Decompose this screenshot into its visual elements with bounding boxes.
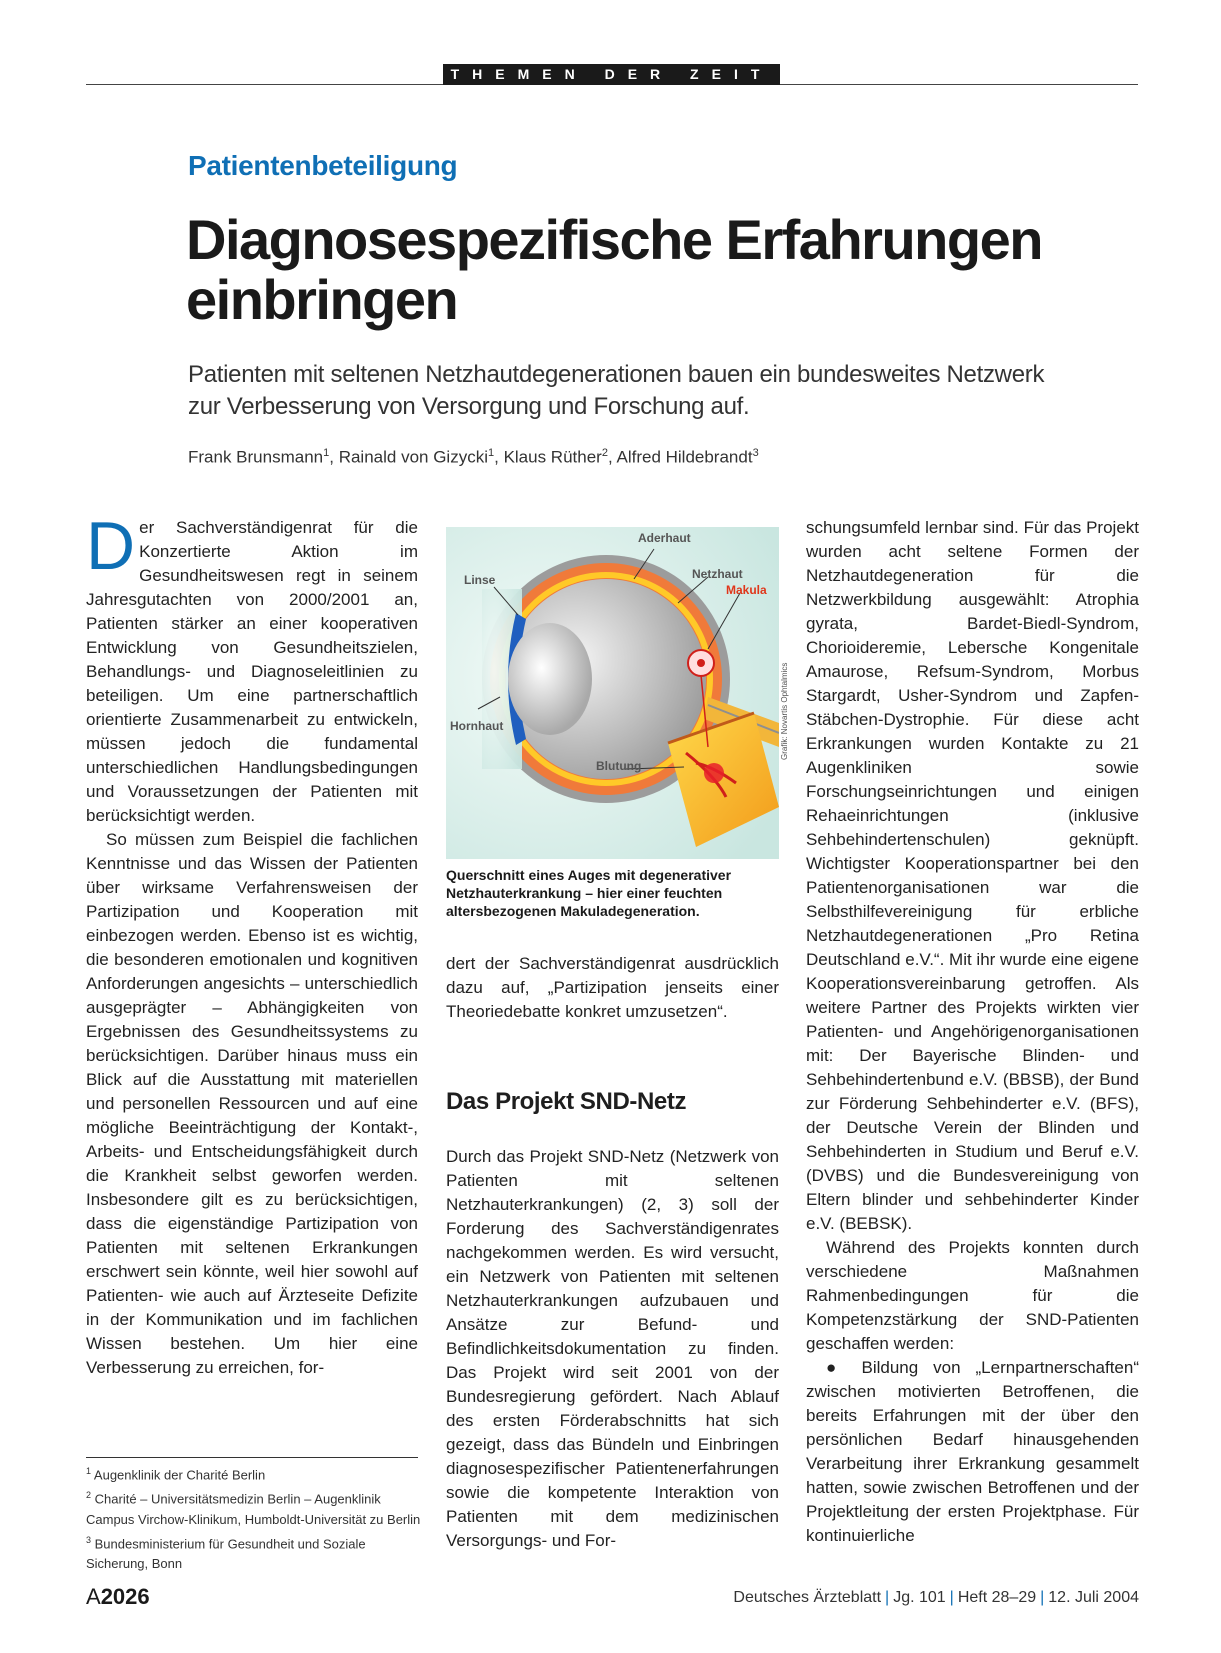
section-rubric: THEMEN DER ZEIT — [443, 64, 780, 85]
paragraph-text: Bildung von „Lernpartnerschaften“ zwischen motivierten Betroffenen, die bereits Erfahrungen mit der über den persönlichen Bedarf hinausgehenden Verarbeitung ihrer Erkrankung gesammelt hatten, sowie zwischen Betroffenen und der Projektleitung der ersten Projektphase. Für kontinuierliche — [806, 1358, 1139, 1545]
footnote-ref: 3 — [86, 1534, 92, 1545]
label-hornhaut: Hornhaut — [450, 719, 504, 733]
footnote-text: Bundesministerium für Gesundheit und Soziale Sicherung, Bonn — [86, 1535, 366, 1571]
page-number — [86, 1584, 150, 1610]
label-aderhaut: Aderhaut — [638, 531, 691, 545]
bullet-icon: ● — [826, 1358, 847, 1377]
journal-volume: Jg. 101 — [893, 1589, 946, 1606]
article-kicker: Patientenbeteiligung — [188, 150, 458, 181]
footnote — [86, 1485, 421, 1529]
body-column-3 — [806, 516, 1139, 1548]
footnote-rule — [86, 1457, 418, 1458]
journal-name: Deutsches Ärzteblatt — [733, 1589, 882, 1606]
body-paragraph: Durch das Projekt SND-Netz (Netzwerk von Patienten mit seltenen Netzhauterkrankungen) (2, 3) soll der Forderung des Sachverständigenrates nachgekommen werden. Es wird versucht, ein Netzwerk von Patienten mit seltenen Netzhauterkrankungen aufzubauen und Ansätze zur Befund- und Befindlichkeitsdokumentation zu finden. Das Projekt wird seit 2001 von der Bundesregierung gefördert. Nach Ablauf des ersten Förderabschnitts hat sich gezeigt, dass das Bündeln und Einbringen diagnosespezifischer Patientenerfahrungen sowie die kompetente Interaktion von Patienten mit dem medizinischen Versorgungs- und For- — [446, 1147, 779, 1550]
paragraph-text: er Sachverständigenrat für die Konzertierte Aktion im Gesundheitswesen regt in seinem Jahresgutachten von 2000/2001 an, Patienten stärker an einer kooperativen Entwicklung von Gesundheitszielen, Behandlungs- und Diagnoseleitlinien zu beteiligen. Um eine partnerschaftlich orientierte Zusammenarbeit zu entwickeln, müssen jedoch die fundamental unterschiedlichen Handlungsbedingungen und Voraussetzungen der Patienten mit berücksichtigt werden. — [86, 518, 418, 825]
footnote — [86, 1461, 421, 1485]
figure-caption: Querschnitt eines Auges mit degenerativer Netzhauterkrankung – hier einer feuchten altersbezogenen Makuladegeneration. — [446, 867, 732, 919]
author-name: Rainald von Gizycki — [338, 447, 488, 467]
article-subtitle: Patienten mit seltenen Netzhautdegenerationen bauen ein bundesweites Netzwerk zur Verbesserung von Versorgung und Forschung auf. — [188, 361, 1045, 420]
label-makula: Makula — [726, 583, 767, 597]
footnote-ref: 2 — [86, 1490, 92, 1501]
footnote-text: Augenklinik der Charité Berlin — [93, 1467, 266, 1483]
separator: | — [949, 1589, 954, 1606]
footnote-text: Charité – Universitätsmedizin Berlin – Augenklinik Campus Virchow-Klinikum, Humboldt-Universität zu Berlin — [86, 1491, 421, 1527]
author-name: Frank Brunsmann — [188, 447, 324, 467]
journal-date: 12. Juli 2004 — [1048, 1589, 1139, 1606]
footnote-ref: 1 — [86, 1466, 92, 1476]
author-name: Klaus Rüther — [503, 447, 602, 467]
author-ref: 1 — [487, 447, 495, 459]
journal-info — [733, 1589, 1139, 1607]
eye-cross-section-figure — [446, 527, 779, 859]
separator: | — [1040, 1589, 1045, 1606]
body-column-2-bottom — [446, 1145, 779, 1553]
label-linse: Linse — [464, 573, 496, 587]
figure-credit: Grafik: Novartis Ophtalmics — [780, 662, 789, 760]
label-blutung: Blutung — [596, 759, 642, 773]
body-paragraph: dert der Sachverständigenrat ausdrücklich dazu auf, „Partizipation jenseits einer Theoriedebatte konkret umzusetzen“. — [446, 954, 779, 1021]
body-paragraph: So müssen zum Beispiel die fachlichen Kenntnisse und das Wissen der Patienten über wirksame Verfahrensweisen der Partizipation und Kooperation mit einbezogen werden. Ebenso ist es wichtig, die besonderen emotionalen und kognitiven Anforderungen angesichts – unterschiedlich ausgeprägter – Abhängigkeiten von Ergebnissen des Gesundheitssystems zu berücksichtigen. Darüber hinaus muss ein Blick auf die Ausstattung mit materiellen und personellen Ressourcen und auf eine mögliche Beeinträchtigung der Kontakt-, Arbeits- und Entscheidungsfähigkeit durch die Krankheit selbst geworfen werden. Insbesondere gilt es zu berücksichtigen, dass die eigenständige Partizipation von Patienten mit seltenen Erkrankungen erschwert sein könnte, weil hier sowohl auf Patienten- wie auch auf Ärzteseite Defizite in der Kommunikation und im fachlichen Wissen bestehen. Um hier eine Verbesserung zu erreichen, for- — [86, 830, 418, 1377]
bullet-paragraph — [806, 1356, 1139, 1548]
separator: | — [885, 1589, 890, 1606]
journal-issue: Heft 28–29 — [957, 1589, 1037, 1606]
section-heading: Das Projekt SND-Netz — [446, 1088, 687, 1115]
page-prefix: A — [86, 1584, 101, 1609]
author-line: Frank Brunsmann$^1$, Rainald von Gizycki$^1$, Klaus Rüther$^2$, Alfred Hildebrandt$^3$ — [188, 447, 759, 467]
author-ref: 3 — [752, 447, 759, 459]
body-paragraph: schungsumfeld lernbar sind. Für das Projekt wurden acht seltene Formen der Netzhautdegeneration für die Netzwerkbildung ausgewählt: Atrophia gyrata, Bardet-Biedl-Syndrom, Chorioideremie, Lebersche Kongenitale Amaurose, Refsum-Syndrom, Morbus Stargardt, Usher-Syndrom und Zapfen-Stäbchen-Dystrophie. Für diese acht Erkrankungen wurden Kontakte zu 21 Augenkliniken sowie Forschungseinrichtungen und einigen Rehaeinrichtungen (inklusive Sehbehindertenschulen) geknüpft. Wichtigster Kooperationspartner bei den Patientenorganisationen war die Selbsthilfevereinigung für erbliche Netzhautdegenerationen „Pro Retina Deutschland e.V.“. Mit ihr wurde eine eigene Kooperationsvereinbarung getroffen. Als weitere Partner des Projekts wirkten vier Patienten- und Angehörigenorganisationen mit: Der Bayerische Blinden- und Sehbehindertenbund e.V. (BBSB), der Bund zur Förderung Sehbehinderter e.V. (BFS), der Deutsche Verein der Blinden und Sehbehinderten in Studium und Beruf e.V. (DVBS) und die Bundesvereinigung von Eltern blinder und sehbehinderter Kinder e.V. (BEBSK). — [806, 518, 1139, 1233]
author-ref: 1 — [323, 447, 330, 459]
article-title: Diagnosespezifische Erfahrungen einbringen — [186, 208, 1042, 331]
label-netzhaut: Netzhaut — [692, 567, 743, 581]
body-paragraph — [86, 508, 418, 828]
footnote — [86, 1530, 421, 1574]
body-column-1 — [86, 508, 418, 1380]
author-name: Alfred Hildebrandt — [616, 447, 753, 467]
author-ref: 2 — [601, 447, 608, 459]
page-number-value: 2026 — [100, 1584, 150, 1609]
body-column-2-top — [446, 952, 779, 1024]
body-paragraph: Während des Projekts konnten durch verschiedene Maßnahmen Rahmenbedingungen für die Kompetenzstärkung der SND-Patienten geschaffen werden: — [806, 1238, 1139, 1353]
footnotes — [86, 1461, 421, 1574]
drop-cap: D — [86, 508, 136, 584]
